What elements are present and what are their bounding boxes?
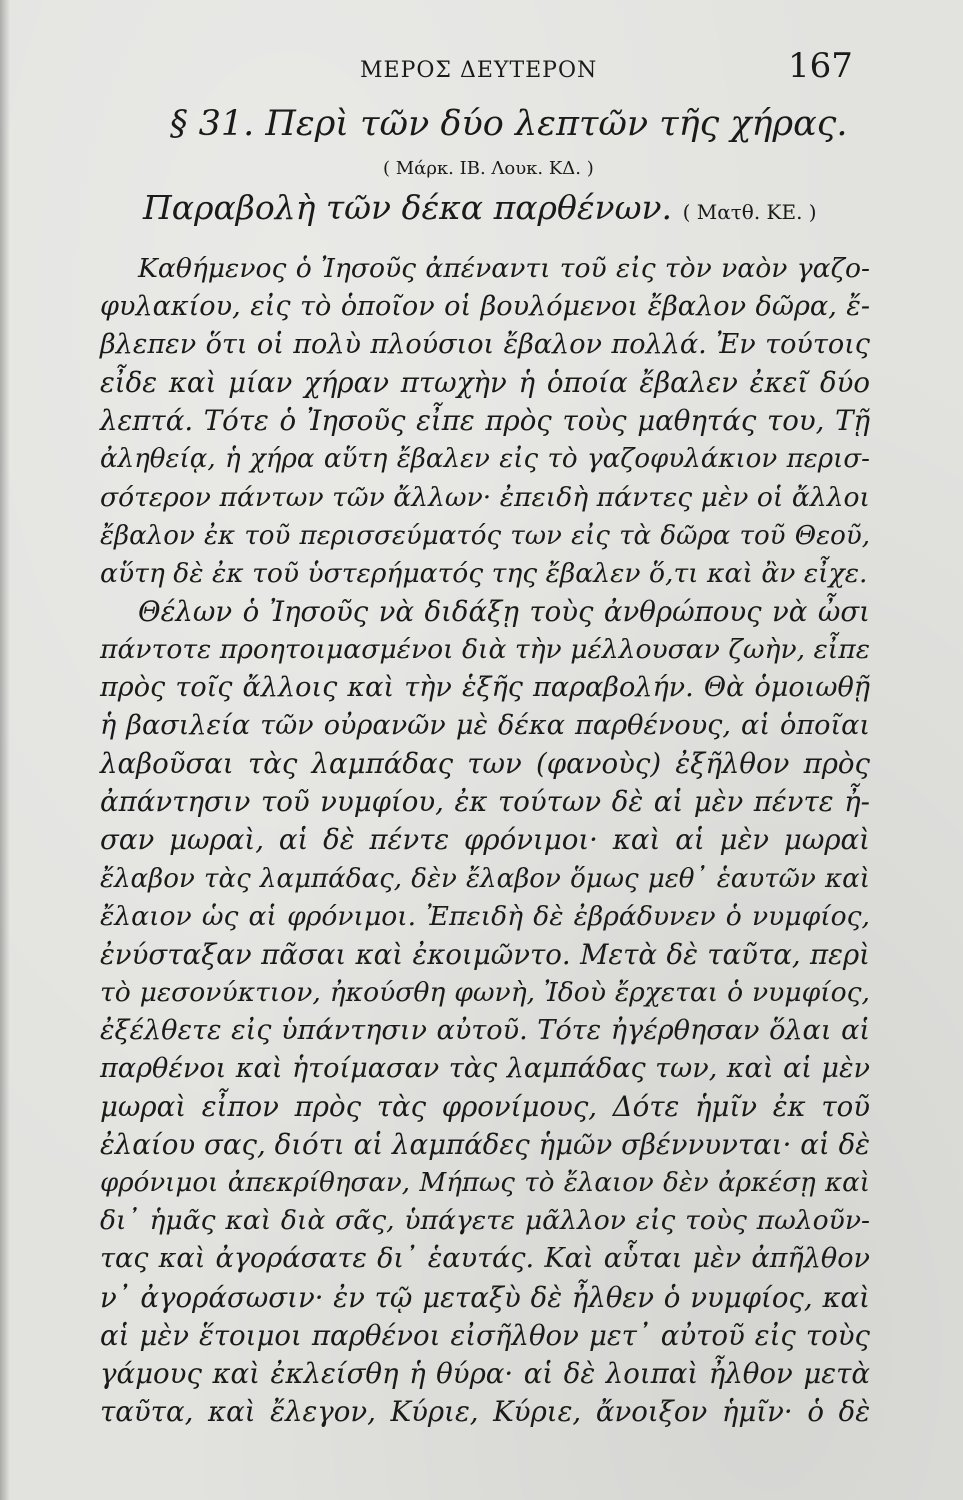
text-line: ἡ βασιλεία τῶν οὐρανῶν μὲ δέκα παρθένους, αἱ ὁποῖαι	[100, 710, 870, 742]
text-line: ἔλαβον τὰς λαμπάδας, δὲν ἔλαβον ὅμως μεθ᾽ ἑαυτῶν καὶ	[100, 863, 870, 894]
page-number: 167	[788, 46, 853, 86]
text-line: αἱ μὲν ἕτοιμοι παρθένοι εἰσῆλθον μετ᾽ αὐτοῦ εἰς τοὺς	[100, 1318, 870, 1352]
text-line: ἀπάντησιν τοῦ νυμφίου, ἐκ τούτων δὲ αἱ μὲν πέντε ἦ-	[100, 785, 870, 819]
text-line: ἀληθείᾳ, ἡ χήρα αὕτη ἔβαλεν εἰς τὸ γαζοφυλάκιον περισ-	[100, 444, 870, 475]
section-title: § 31. Περὶ τῶν δύο λεπτῶν τῆς χήρας.	[170, 104, 848, 144]
text-line: Καθήμενος ὁ Ἰησοῦς ἀπέναντι τοῦ εἰς τὸν ναὸν γαζο-	[138, 253, 870, 284]
text-line: λεπτά. Τότε ὁ Ἰησοῦς εἶπε πρὸς τοὺς μαθητάς του, Τῇ	[100, 404, 870, 438]
text-line: εἶδε καὶ μίαν χήραν πτωχὴν ἡ ὁποία ἔβαλεν ἐκεῖ δύο	[100, 366, 870, 400]
page-edge-shadow	[0, 0, 10, 1500]
text-line: σότερον πάντων τῶν ἄλλων· ἐπειδὴ πάντες μὲν οἱ ἄλλοι	[100, 481, 870, 513]
text-line: ἐλαίου σας, διότι αἱ λαμπάδες ἡμῶν σβέννυνται· αἱ δὲ	[100, 1128, 870, 1162]
text-line: τας καὶ ἀγοράσατε δι᾽ ἑαυτάς. Καὶ αὗται μὲν ἀπῆλθον	[100, 1243, 870, 1275]
text-line: φρόνιμοι ἀπεκρίθησαν, Μήπως τὸ ἔλαιον δὲν ἀρκέσῃ καὶ	[100, 1168, 870, 1199]
text-line: δι᾽ ἡμᾶς καὶ διὰ σᾶς, ὑπάγετε μᾶλλον εἰς τοὺς πωλοῦν-	[100, 1205, 870, 1237]
text-line: βλεπεν ὅτι οἱ πολὺ πλούσιοι ἔβαλον πολλά. Ἐν τούτοις	[100, 329, 870, 361]
parable-heading	[143, 188, 817, 227]
body-text	[100, 250, 870, 1431]
text-line: ἐξέλθετε εἰς ὑπάντησιν αὐτοῦ. Τότε ἠγέρθησαν ὅλαι αἱ	[100, 1014, 870, 1046]
parable-reference: ( Ματθ. ΚΕ. )	[682, 200, 817, 224]
running-head: ΜΕΡΟΣ ΔΕΥΤΕΡΟΝ	[360, 58, 598, 83]
parable-title: Παραβολὴ τῶν δέκα παρθένων.	[143, 188, 673, 227]
text-line: γάμους καὶ ἐκλείσθη ἡ θύρα· αἱ δὲ λοιπαὶ ἦλθον μετὰ	[100, 1356, 870, 1390]
text-line: σαν μωραὶ, αἱ δὲ πέντε φρόνιμοι· καὶ αἱ μὲν μωραὶ	[100, 823, 870, 857]
text-line: ἐνύσταξαν πᾶσαι καὶ ἐκοιμῶντο. Μετὰ δὲ ταῦτα, περὶ	[100, 937, 870, 971]
text-line: ἔβαλον ἐκ τοῦ περισσεύματός των εἰς τὰ δῶρα τοῦ Θεοῦ,	[100, 520, 870, 551]
text-line: λαβοῦσαι τὰς λαμπάδας των (φανοὺς) ἐξῆλθον πρὸς	[100, 747, 870, 781]
text-line: Θέλων ὁ Ἰησοῦς νὰ διδάξῃ τοὺς ἀνθρώπους νὰ ὦσι	[138, 594, 870, 628]
text-line: παρθένοι καὶ ἡτοίμασαν τὰς λαμπάδας των, καὶ αἱ μὲν	[100, 1052, 870, 1084]
text-line: αὕτη δὲ ἐκ τοῦ ὑστερήματός της ἔβαλεν ὅ,τι καὶ ἂν εἶχε.	[100, 557, 868, 589]
section-reference: ( Μάρκ. ΙΒ. Λουκ. ΚΔ. )	[383, 158, 594, 179]
text-line: μωραὶ εἶπον πρὸς τὰς φρονίμους, Δότε ἡμῖν ἐκ τοῦ	[100, 1090, 870, 1124]
text-line: ν᾽ ἀγοράσωσιν· ἐν τῷ μεταξὺ δὲ ἦλθεν ὁ νυμφίος, καὶ	[100, 1280, 870, 1314]
text-line: φυλακίου, εἰς τὸ ὁποῖον οἱ βουλόμενοι ἔβαλον δῶρα, ἔ-	[100, 291, 870, 323]
text-line: πρὸς τοῖς ἄλλοις καὶ τὴν ἑξῆς παραβολήν. Θὰ ὁμοιωθῇ	[100, 672, 870, 704]
text-line: πάντοτε προητοιμασμένοι διὰ τὴν μέλλουσαν ζωὴν, εἶπε	[100, 633, 870, 665]
text-line: ἔλαιον ὡς αἱ φρόνιμοι. Ἐπειδὴ δὲ ἐβράδυνεν ὁ νυμφίος,	[100, 900, 870, 932]
text-line: ταῦτα, καὶ ἔλεγον, Κύριε, Κύριε, ἄνοιξον ἡμῖν· ὁ δὲ	[100, 1394, 870, 1428]
text-line: τὸ μεσονύκτιον, ἠκούσθη φωνὴ, Ἰδοὺ ἔρχεται ὁ νυμφίος,	[100, 976, 870, 1008]
